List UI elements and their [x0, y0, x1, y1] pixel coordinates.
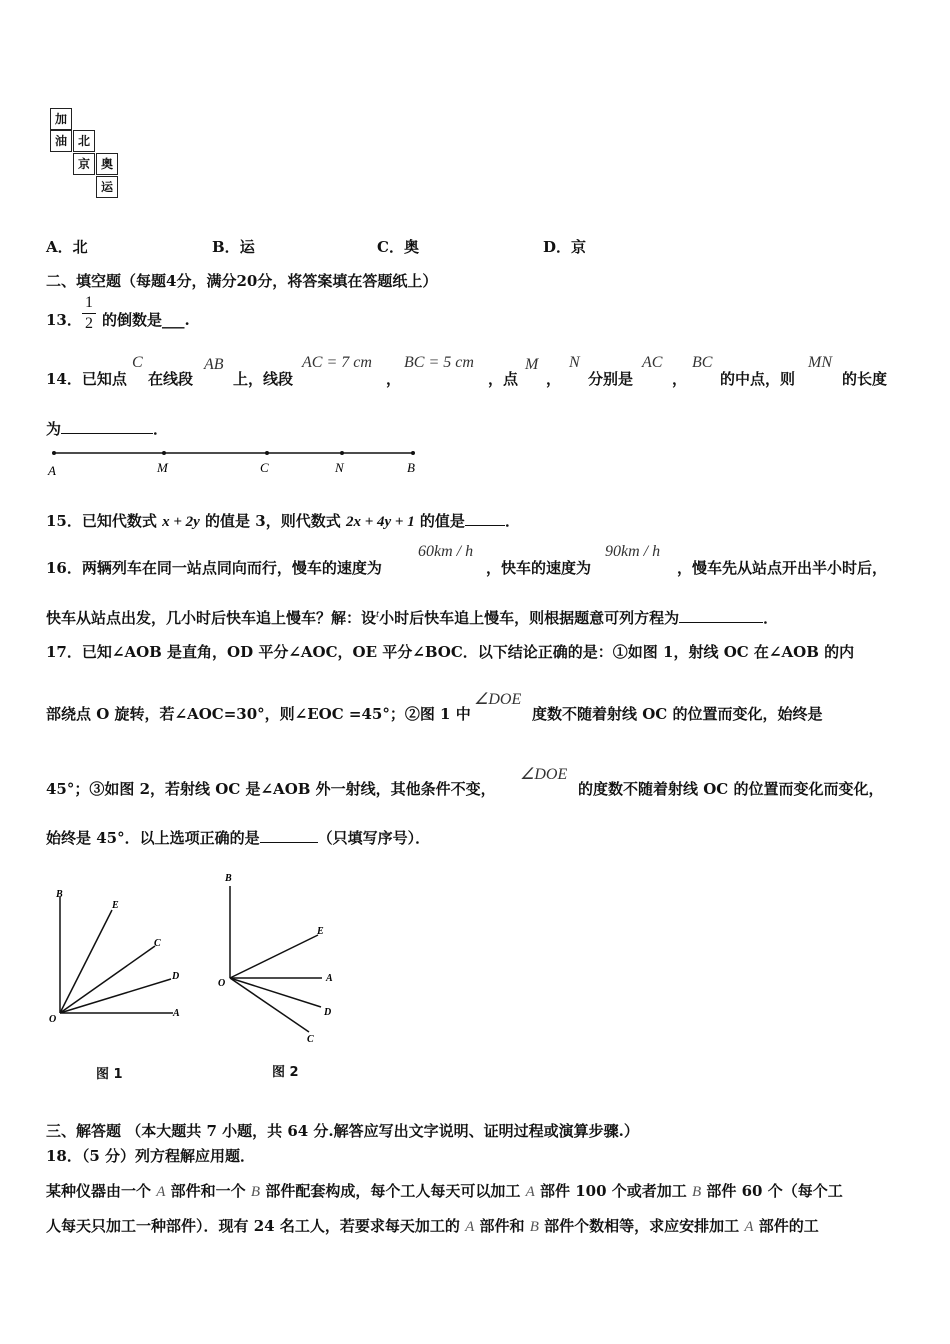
- q17-line3b: 的度数不随着射线 OC 的位置而变化而变化，: [578, 780, 884, 798]
- q14-comma: ，: [386, 370, 402, 388]
- grid-cell: 京: [73, 153, 95, 175]
- q14-text: 的长度: [842, 370, 888, 388]
- q18-line2: 人每天只加工一种部件）．现有 24 名工人，若要求每天加工的 A 部件和 B 部件个数相等，求应安排加工 A 部件的工: [46, 1217, 819, 1235]
- q13-number: 13．: [46, 311, 82, 329]
- fig1-label: C: [154, 938, 161, 949]
- option-c[interactable]: C．奥: [377, 238, 419, 256]
- segment-figure: [40, 444, 430, 480]
- point-label: B: [407, 460, 415, 475]
- answer-blank[interactable]: [465, 511, 505, 526]
- q14-segment-ac: AC: [642, 354, 663, 371]
- q16-text: 16．两辆列车在同一站点同向而行，慢车的速度为: [46, 559, 382, 577]
- ray-od: [230, 978, 321, 1007]
- q18-heading: 18．（5 分）列方程解应用题．: [46, 1147, 256, 1165]
- q16-speed-fast: 90km / h: [605, 543, 661, 560]
- q16-speed-slow: 60km / h: [418, 543, 474, 560]
- q17-line2b: 度数不随着射线 OC 的位置而变化，始终是: [532, 705, 823, 723]
- fig2-label: B: [225, 873, 232, 884]
- q13-fraction: [82, 294, 96, 333]
- q14-point-n: N: [569, 354, 580, 371]
- section-2-title: 二、填空题（每题4分，满分20分，将答案填在答题纸上）: [46, 272, 438, 290]
- q14-point-c: C: [132, 354, 143, 371]
- grid-cell: 油: [50, 130, 72, 152]
- point-dot: [52, 451, 56, 455]
- ray-oc: [230, 978, 309, 1032]
- grid-cell: 奥: [96, 153, 118, 175]
- q17-line1: 17．已知∠AOB 是直角，OD 平分∠AOC，OE 平分∠BOC．以下结论正确的是：①如图 1，射线 OC 在∠AOB 的内: [46, 643, 855, 661]
- point-dot: [340, 451, 344, 455]
- q16-line2: 快车从站点出发，几小时后快车追上慢车？解：设$^t$小时后快车追上慢车，则根据题意可列方程为 ．: [46, 608, 779, 627]
- q17-line3a: 45°；③如图 2，若射线 OC 是∠AOB 外一射线，其他条件不变，: [46, 780, 496, 798]
- section-3-title: 三、解答题 （本大题共 7 小题，共 64 分.解答应写出文字说明、证明过程或演算步骤.）: [46, 1122, 639, 1140]
- q14-comma: ，: [546, 370, 562, 388]
- q14-comma: ，: [672, 370, 688, 388]
- fig1-caption: 图 1: [96, 1067, 123, 1082]
- q14-point-m: M: [525, 356, 539, 373]
- q14-text: ，点: [488, 370, 519, 388]
- q14-text: 上，线段: [233, 370, 294, 388]
- ray-oe: [60, 910, 112, 1013]
- point-dot: [411, 451, 415, 455]
- fig2-caption: 图 2: [272, 1065, 299, 1080]
- q16-text: ，慢车先从站点开出半小时后，: [677, 559, 888, 577]
- fig1-label: E: [112, 900, 119, 911]
- q14-text: 在线段: [148, 370, 194, 388]
- q16-text: ，快车的速度为: [486, 559, 592, 577]
- fig1-label: O: [49, 1014, 57, 1025]
- option-a[interactable]: A．北: [46, 238, 88, 256]
- figure-2: [210, 868, 350, 1048]
- fig2-label: E: [317, 926, 324, 937]
- q14-bc-eq: BC = 5 cm: [404, 354, 474, 371]
- fraction-numerator: 1: [85, 294, 93, 311]
- q14-intro: 14．已知点: [46, 370, 127, 388]
- option-b[interactable]: B．运: [212, 238, 255, 256]
- q15: 15．已知代数式 x + 2y 的值是 3，则代数式 2x + 4y + 1 的值是 ．: [46, 512, 520, 530]
- point-label: C: [260, 460, 269, 475]
- option-d[interactable]: D．京: [543, 238, 587, 256]
- q14-text: 的中点，则: [720, 370, 796, 388]
- q17-line2a: 部绕点 O 旋转，若∠AOC=30°，则∠EOC =45°；②图 1 中: [46, 705, 471, 723]
- point-dot: [162, 451, 166, 455]
- q14-answer-line: 为 ．: [46, 420, 169, 438]
- q17-line4: 始终是 45°．以上选项正确的是 （只填写序号）．: [46, 829, 431, 847]
- q14-text: 分别是: [588, 370, 634, 388]
- fig2-label: C: [307, 1034, 314, 1045]
- ray-oc: [60, 946, 155, 1013]
- q18-line1: 某种仪器由一个 A 部件和一个 B 部件配套构成，每个工人每天可以加工 A 部件 100 个或者加工 B 部件 60 个（每个工: [46, 1182, 843, 1200]
- figure-1: [40, 880, 200, 1030]
- fig2-label: A: [326, 973, 333, 984]
- fig2-label: O: [218, 978, 226, 989]
- q17-angle-doe: ∠DOE: [474, 691, 522, 708]
- fig1-label: A: [173, 1008, 180, 1019]
- fig1-label: B: [56, 889, 63, 900]
- ray-oe: [230, 935, 318, 978]
- grid-cell: 运: [96, 176, 118, 198]
- grid-cell: 北: [73, 130, 95, 152]
- point-label: N: [335, 460, 344, 475]
- grid-cell: 加: [50, 108, 72, 130]
- answer-blank[interactable]: [260, 828, 318, 843]
- point-dot: [265, 451, 269, 455]
- q13-text: 的倒数是___.: [102, 311, 190, 329]
- point-label: A: [48, 463, 56, 478]
- fraction-bar: [82, 313, 96, 314]
- q14-segment-ab: AB: [204, 356, 224, 373]
- point-label: M: [157, 460, 168, 475]
- ray-od: [60, 979, 171, 1013]
- q14-segment-mn: MN: [808, 354, 832, 371]
- fraction-denominator: 2: [85, 315, 93, 332]
- fig2-label: D: [324, 1007, 332, 1018]
- fig1-label: D: [172, 971, 180, 982]
- answer-blank[interactable]: [679, 608, 763, 623]
- answer-blank[interactable]: [61, 419, 153, 434]
- q14-segment-bc: BC: [692, 354, 713, 371]
- q17-angle-doe-2: ∠DOE: [520, 766, 568, 783]
- q14-ac-eq: AC = 7 cm: [302, 354, 372, 371]
